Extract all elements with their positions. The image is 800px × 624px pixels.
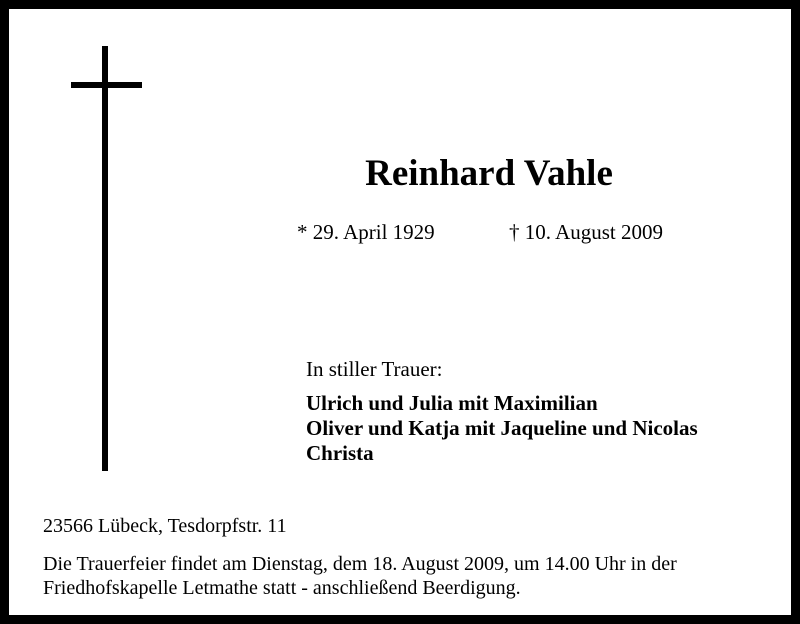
birth-date: * 29. April 1929 <box>297 220 435 244</box>
funeral-service-text <box>43 552 763 600</box>
mourners-list <box>306 391 698 466</box>
mourning-label: In stiller Trauer: <box>306 357 443 381</box>
mourner-item: Oliver und Katja mit Jaqueline und Nicolas <box>306 416 698 440</box>
death-date: † 10. August 2009 <box>509 220 664 244</box>
deceased-name: Reinhard Vahle <box>365 153 613 194</box>
cross-vertical-bar <box>102 46 108 471</box>
address: 23566 Lübeck, Tesdorpfstr. 11 <box>43 515 287 537</box>
service-line: Die Trauerfeier findet am Dienstag, dem 18. August 2009, um 14.00 Uhr in der <box>43 553 677 575</box>
mourner-item: Christa <box>306 441 374 465</box>
service-line: Friedhofskapelle Letmathe statt - anschließend Beerdigung. <box>43 577 521 599</box>
mourner-item: Ulrich und Julia mit Maximilian <box>306 391 598 415</box>
cross-horizontal-bar <box>71 82 142 88</box>
